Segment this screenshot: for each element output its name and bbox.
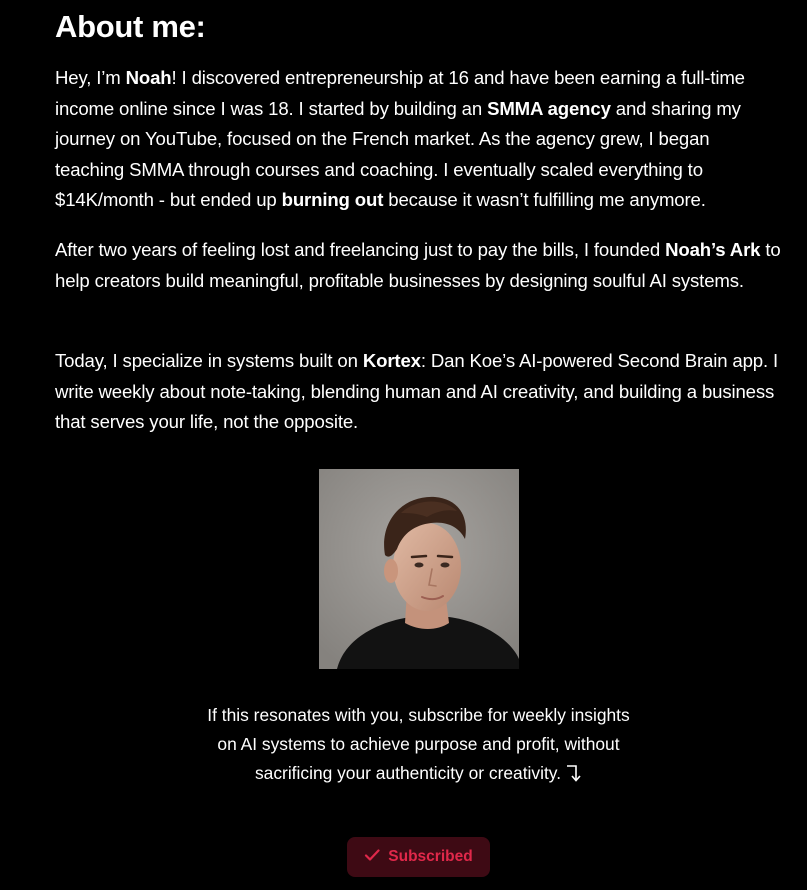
bio-paragraph-2: [55, 235, 783, 296]
bio-paragraph-3: [55, 346, 783, 438]
bold-text: Kortex: [362, 350, 421, 371]
text-run: Hey, I’m: [55, 67, 126, 88]
text-run: ! I discovered entrepreneurship at 16 and have been earning a full-time income online since I was 18. I started by building an: [55, 67, 745, 119]
page-title: About me:: [55, 9, 206, 44]
arrow-down-right-icon: [566, 762, 582, 791]
text-run: After two years of feeling lost and freelancing just to pay the bills, I founded: [55, 239, 666, 260]
text-run: and sharing my journey on YouTube, focused on the French market. As the agency grew, I began teaching SMMA through courses and coaching. I eventually scaled everything to $14K/month - but ended up: [55, 97, 741, 211]
bio-paragraph-1: [55, 63, 783, 216]
author-photo: [319, 469, 519, 669]
text-run: : Dan Koe’s AI-powered Second Brain app. I write weekly about note-taking, blending human and AI creativity, and building a business that serves your life, not the opposite.: [55, 350, 779, 433]
text-run: Today, I specialize in systems built on: [55, 350, 363, 371]
check-icon: [364, 848, 380, 867]
cta-text: If this resonates with you, subscribe for weekly insights on AI systems to achieve purpose and profit, without sacrificing your authenticity or creativity.: [207, 705, 630, 783]
subscribe-cta-text: [203, 701, 634, 791]
text-run: to help creators build meaningful, profitable businesses by designing soulful AI systems.: [55, 239, 781, 291]
bold-text: SMMA agency: [487, 97, 611, 119]
subscribed-label: Subscribed: [388, 848, 473, 865]
subscribed-button[interactable]: [347, 837, 490, 877]
bold-text: Noah: [125, 67, 172, 88]
bold-text: Noah’s Ark: [665, 239, 761, 260]
bold-text: burning out: [281, 189, 384, 211]
text-run: because it wasn’t fulfilling me anymore.: [383, 189, 706, 211]
